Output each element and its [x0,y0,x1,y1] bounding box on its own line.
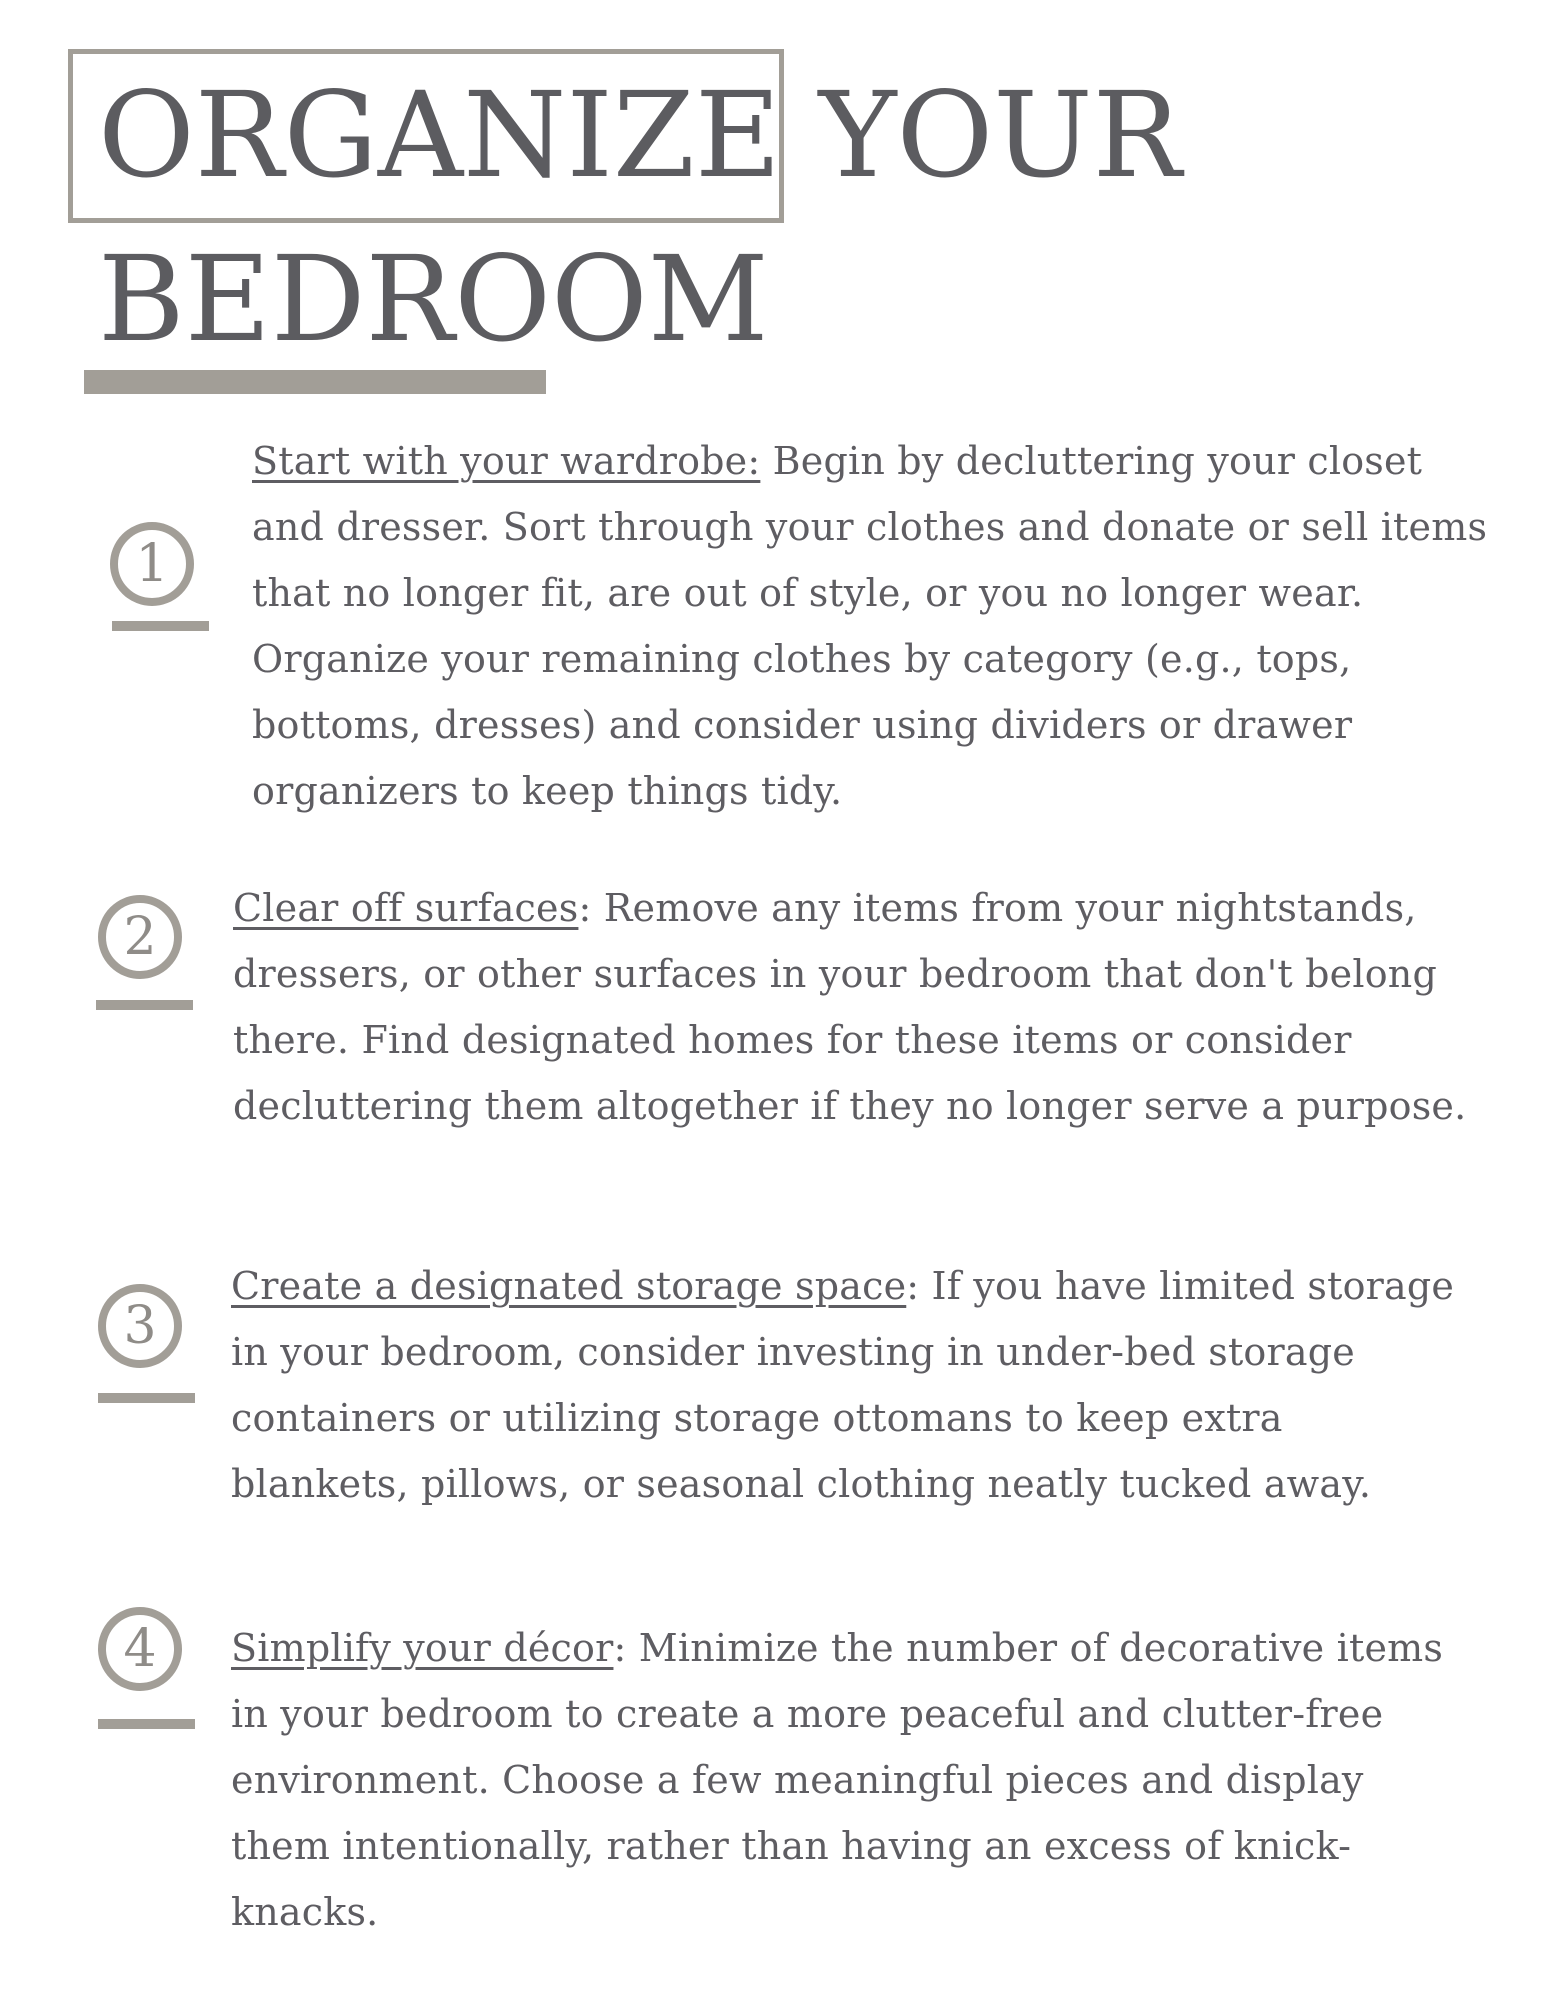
step-4-number-circle [98,1607,182,1691]
title-underline-bar [84,370,546,394]
step-2-heading: Clear off surfaces [233,886,579,930]
step-4-body: : Minimize the number of decorative items in your bedroom to create a more peaceful and clutter-free environment. Choose a few meaningful pieces and display them intentionally, rather than having an excess of knick-knacks. [231,1626,1444,1934]
step-1-body: Begin by decluttering your closet and dresser. Sort through your clothes and donate or sell items that no longer fit, are out of style, or you no longer wear. Organize your remaining clothes by category (e.g., tops, bottoms, dresses) and consider using dividers or drawer organizers to keep things tidy. [252,439,1488,813]
title-word-your: YOUR [818,66,1182,204]
page-title-line-2: BEDROOM [98,230,769,368]
step-3-body: : If you have limited storage in your bedroom, consider investing in under-bed storage containers or utilizing storage ottomans to keep extra blankets, pillows, or seasonal clothing neatly tucked away. [231,1264,1455,1506]
step-1-heading: Start with your wardrobe: [252,439,761,483]
step-2-number-bar [96,1000,193,1010]
step-4-text [231,1615,1471,1945]
step-1-text [252,428,1502,824]
step-1-number: 1 [135,534,169,594]
step-3-heading: Create a designated storage space [231,1264,907,1308]
step-4-number-bar [98,1719,195,1729]
step-2-text [233,875,1483,1139]
step-3-number-circle [98,1284,182,1368]
title-boxed-word: ORGANIZE [98,66,782,204]
step-3-text [231,1253,1471,1517]
step-2-number-circle [98,895,182,979]
page-title-line-1 [98,66,1182,204]
step-4-number: 4 [123,1619,157,1679]
step-1-number-bar [112,621,209,631]
step-1-number-circle [110,522,194,606]
step-3-number: 3 [123,1296,157,1356]
step-2-number: 2 [123,907,157,967]
step-4-heading: Simplify your décor [231,1626,614,1670]
step-2-body: : Remove any items from your nightstands, dressers, or other surfaces in your bedroom that don't belong there. Find designated homes for these items or consider decluttering them altogether if they no longer serve a purpose. [233,886,1467,1128]
step-3-number-bar [98,1393,195,1403]
